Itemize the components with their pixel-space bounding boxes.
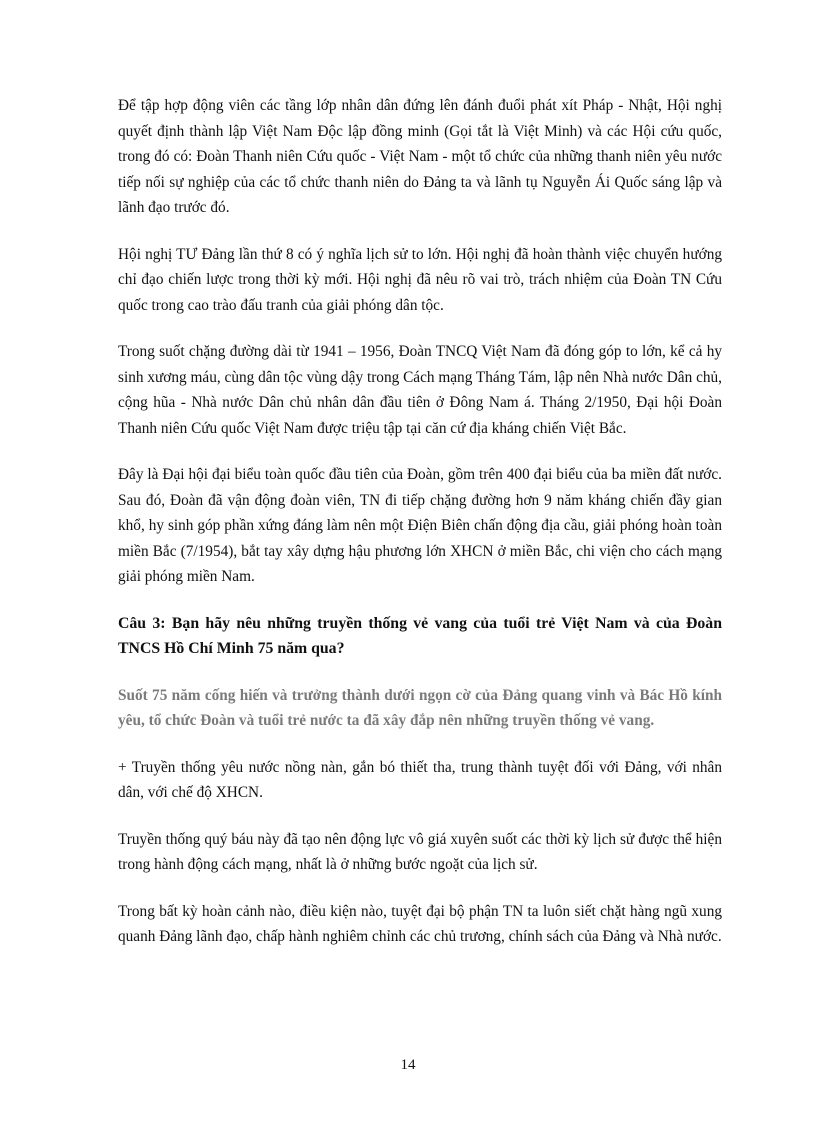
question-3-heading: Câu 3: Bạn hãy nêu những truyền thống vẻ vang của tuổi trẻ Việt Nam và của Đoàn TNCS Hồ Chí Minh 75 năm qua? — [118, 614, 722, 657]
paragraph-loyalty-to-party: Trong bất kỳ hoàn cảnh nào, điều kiện nào, tuyệt đại bộ phận TN ta luôn siết chặt hàng ngũ xung quanh Đảng lãnh đạo, chấp hành nghiêm chỉnh các chủ trương, chính sách của Đảng và Nhà nước. — [118, 902, 722, 945]
paragraph-1941-1956: Trong suốt chặng đường dài từ 1941 – 1956, Đoàn TNCQ Việt Nam đã đóng góp to lớn, kể cả hy sinh xương máu, cùng dân tộc vùng dậy trong Cách mạng Tháng Tám, lập nên Nhà nước Dân chủ, cộng hũa - Nhà nước Dân chủ nhân dân đầu tiên ở Đông Nam á. Tháng 2/1950, Đại hội Đoàn Thanh niên Cứu quốc Việt Nam được triệu tập tại căn cứ địa kháng chiến Việt Bắc. — [118, 343, 722, 437]
paragraph-tradition-motivation: Truyền thống quý báu này đã tạo nên động lực vô giá xuyên suốt các thời kỳ lịch sử được thể hiện trong hành động cách mạng, nhất là ở những bước ngoặt của lịch sử. — [118, 830, 722, 873]
paragraph-75-years-summary: Suốt 75 năm cống hiến và trưởng thành dưới ngọn cờ của Đảng quang vinh và Bác Hồ kính yêu, tổ chức Đoàn và tuổi trẻ nước ta đã xây đắp nên những truyền thống vẻ vang. — [118, 686, 722, 729]
page-number: 14 — [400, 1057, 416, 1073]
paragraph-national-congress: Đây là Đại hội đại biểu toàn quốc đầu tiên của Đoàn, gồm trên 400 đại biểu của ba miền đất nước. Sau đó, Đoàn đã vận động đoàn viên, TN đi tiếp chặng đường hơn 9 năm kháng chiến đầy gian khổ, hy sinh góp phần xứng đáng làm nên một Điện Biên chấn động địa cầu, giải phóng hoàn toàn miền Bắc (7/1954), bắt tay xây dựng hậu phương lớn XHCN ở miền Bắc, chi viện cho cách mạng giải phóng miền Nam. — [118, 466, 722, 585]
paragraph-patriotism-tradition: + Truyền thống yêu nước nồng nàn, gắn bó thiết tha, trung thành tuyệt đối với Đảng, với nhân dân, với chế độ XHCN. — [118, 758, 722, 801]
paragraph-viet-minh-founding: Để tập hợp động viên các tầng lớp nhân dân đứng lên đánh đuổi phát xít Pháp - Nhật, Hội nghị quyết định thành lập Việt Nam Độc lập đồng minh (Gọi tắt là Việt Minh) và các Hội cứu quốc, trong đó có: Đoàn Thanh niên Cứu quốc - Việt Nam - một tổ chức của những thanh niên yêu nước tiếp nối sự nghiệp của các tổ chức thanh niên do Đảng ta và lãnh tụ Nguyễn Ái Quốc sáng lập và lãnh đạo trước đó. — [118, 97, 722, 216]
paragraph-eighth-conference: Hội nghị TƯ Đảng lần thứ 8 có ý nghĩa lịch sử to lớn. Hội nghị đã hoàn thành việc chuyển hướng chỉ đạo chiến lược trong thời kỳ mới. Hội nghị đã nêu rõ vai trò, trách nhiệm của Đoàn TN Cứu quốc trong cao trào đấu tranh của giải phóng dân tộc. — [118, 245, 722, 314]
document-body — [118, 93, 722, 971]
